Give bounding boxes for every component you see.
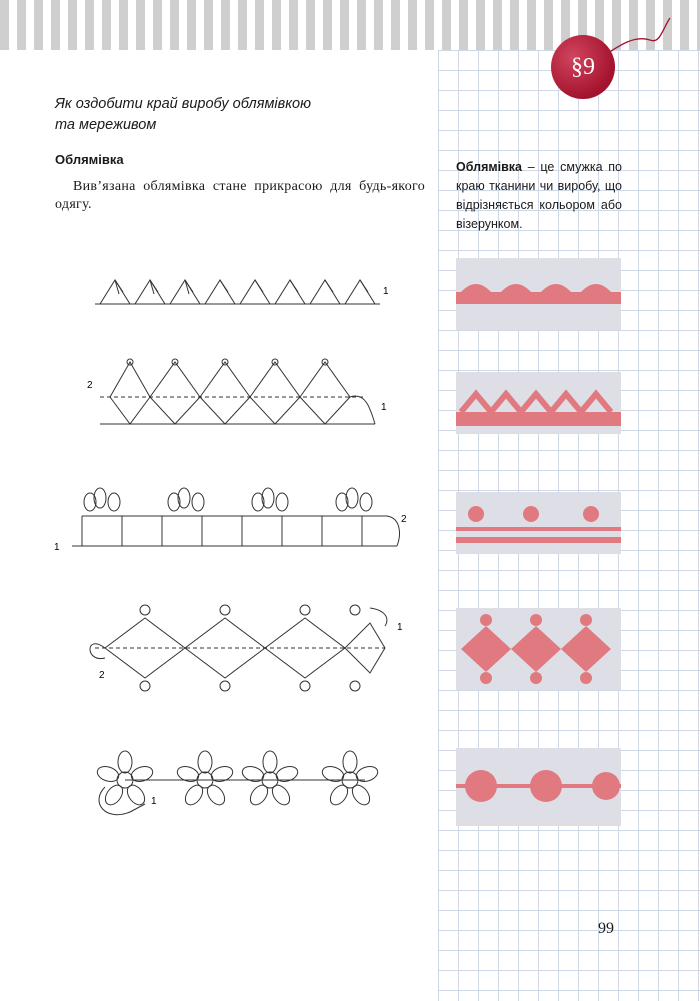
edging-photo-2 bbox=[456, 372, 621, 434]
crochet-diagram-5 bbox=[85, 742, 395, 827]
edging-photo-5 bbox=[456, 748, 621, 826]
section-subheading: Облямівка bbox=[55, 152, 124, 167]
edging-photo-1 bbox=[456, 258, 621, 330]
definition-box bbox=[456, 158, 622, 234]
section-badge: §9 bbox=[551, 35, 615, 99]
edging-photo-3 bbox=[456, 492, 621, 554]
lesson-title bbox=[55, 94, 415, 136]
lesson-title-line-2: та мереживом bbox=[55, 117, 157, 133]
crochet-diagram-2 bbox=[85, 352, 395, 432]
diagram-4-row-label-1: 1 bbox=[397, 622, 403, 633]
diagram-3-row-label-1: 1 bbox=[54, 542, 60, 553]
crochet-diagram-3 bbox=[52, 478, 412, 558]
diagram-5-row-label-1: 1 bbox=[151, 796, 157, 807]
diagram-1-row-label-1: 1 bbox=[383, 286, 389, 297]
lesson-title-line-1: Як оздобити край виробу облямівкою bbox=[55, 96, 312, 112]
edging-photo-4 bbox=[456, 608, 621, 690]
diagram-3-row-label-2: 2 bbox=[401, 514, 407, 525]
crochet-diagram-4 bbox=[85, 598, 405, 698]
definition-text: – це смужка по краю тканини чи виробу, що відрізняється кольором або візерунком. bbox=[456, 160, 622, 231]
crochet-diagram-1 bbox=[95, 272, 395, 312]
diagram-2-row-label-1: 1 bbox=[381, 402, 387, 413]
intro-paragraph: Вив’язана облямівка стане прикрасою для будь-якого одягу. bbox=[55, 179, 425, 212]
diagram-4-row-label-2: 2 bbox=[99, 670, 105, 681]
definition-term: Облямівка bbox=[456, 160, 522, 174]
diagram-2-row-label-2: 2 bbox=[87, 380, 93, 391]
page-number: 99 bbox=[598, 920, 614, 937]
